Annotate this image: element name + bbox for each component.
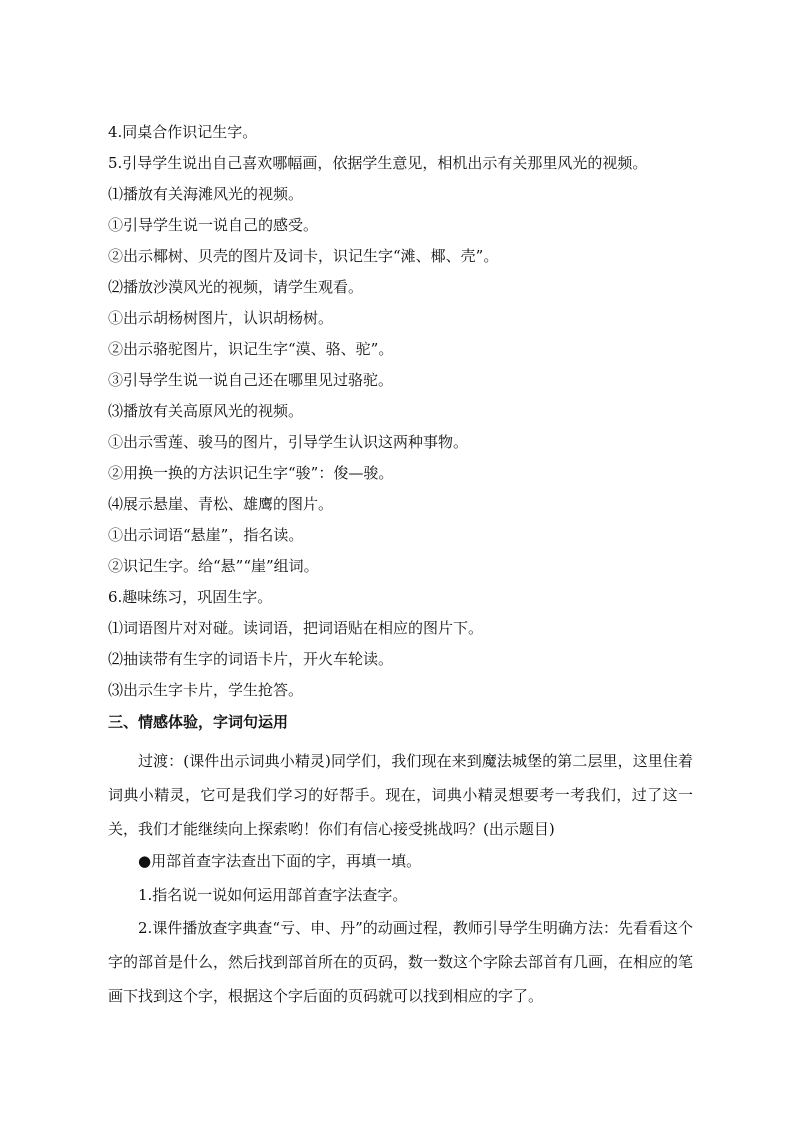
transition-paragraph: 过渡：(课件出示词典小精灵)同学们，我们现在来到魔法城堡的第二层里，这里住着词典小精灵，它可是我们学习的好帮手。现在，词典小精灵想要考一考我们，过了这一关，我们才能继续向上探索哟！你们有信心接受挑战吗？(出示题目) — [108, 752, 693, 838]
list-item: ③引导学生说一说自己还在哪里见过骆驼。 — [108, 371, 394, 389]
list-item: ⑴词语图片对对碰。读词语，把词语贴在相应的图片下。 — [108, 619, 484, 637]
list-item: ②识记生字。给“悬”“崖”组词。 — [108, 557, 319, 575]
list-item: ⑵抽读带有生字的词语卡片，开火车轮读。 — [108, 650, 394, 668]
list-item: ⑶播放有关高原风光的视频。 — [108, 402, 304, 420]
list-item: ⑶出示生字卡片，学生抢答。 — [108, 681, 304, 699]
task-line: ●用部首查字法查出下面的字，再填一填。 — [138, 852, 422, 870]
list-item: ⑵播放沙漠风光的视频，请学生观看。 — [108, 278, 364, 296]
list-item: ②出示椰树、贝壳的图片及词卡，识记生字“滩、椰、壳”。 — [108, 247, 499, 265]
list-item: ②出示骆驼图片，识记生字“漠、骆、驼”。 — [108, 340, 394, 358]
list-item: 4.同桌合作识记生字。 — [108, 123, 258, 141]
step-paragraph: 2.课件播放查字典查“亏、申、丹”的动画过程，教师引导学生明确方法：先看看这个字的部首是什么，然后找到部首所在的页码，数一数这个字除去部首有几画，在相应的笔画下找到这个字，根据这个字后面的页码就可以找到相应的字了。 — [108, 919, 694, 1005]
list-item: ①出示词语“悬崖”，指名读。 — [108, 526, 304, 544]
list-item: ⑴播放有关海滩风光的视频。 — [108, 185, 304, 203]
list-item: 6.趣味练习，巩固生字。 — [108, 588, 273, 606]
section-heading: 三、情感体验，字词句运用 — [108, 713, 289, 731]
list-item: 5.引导学生说出自己喜欢哪幅画，依据学生意见，相机出示有关那里风光的视频。 — [108, 154, 648, 172]
step-line: 1.指名说一说如何运用部首查字法查字。 — [138, 886, 408, 904]
list-item: ⑷展示悬崖、青松、雄鹰的图片。 — [108, 495, 334, 513]
list-item: ①出示雪莲、骏马的图片，引导学生认识这两种事物。 — [108, 433, 469, 451]
list-item: ②用换一换的方法识记生字“骏”：俊—骏。 — [108, 464, 394, 482]
list-item: ①出示胡杨树图片，认识胡杨树。 — [108, 309, 334, 327]
document-content — [108, 117, 693, 1013]
list-item: ①引导学生说一说自己的感受。 — [108, 216, 319, 234]
